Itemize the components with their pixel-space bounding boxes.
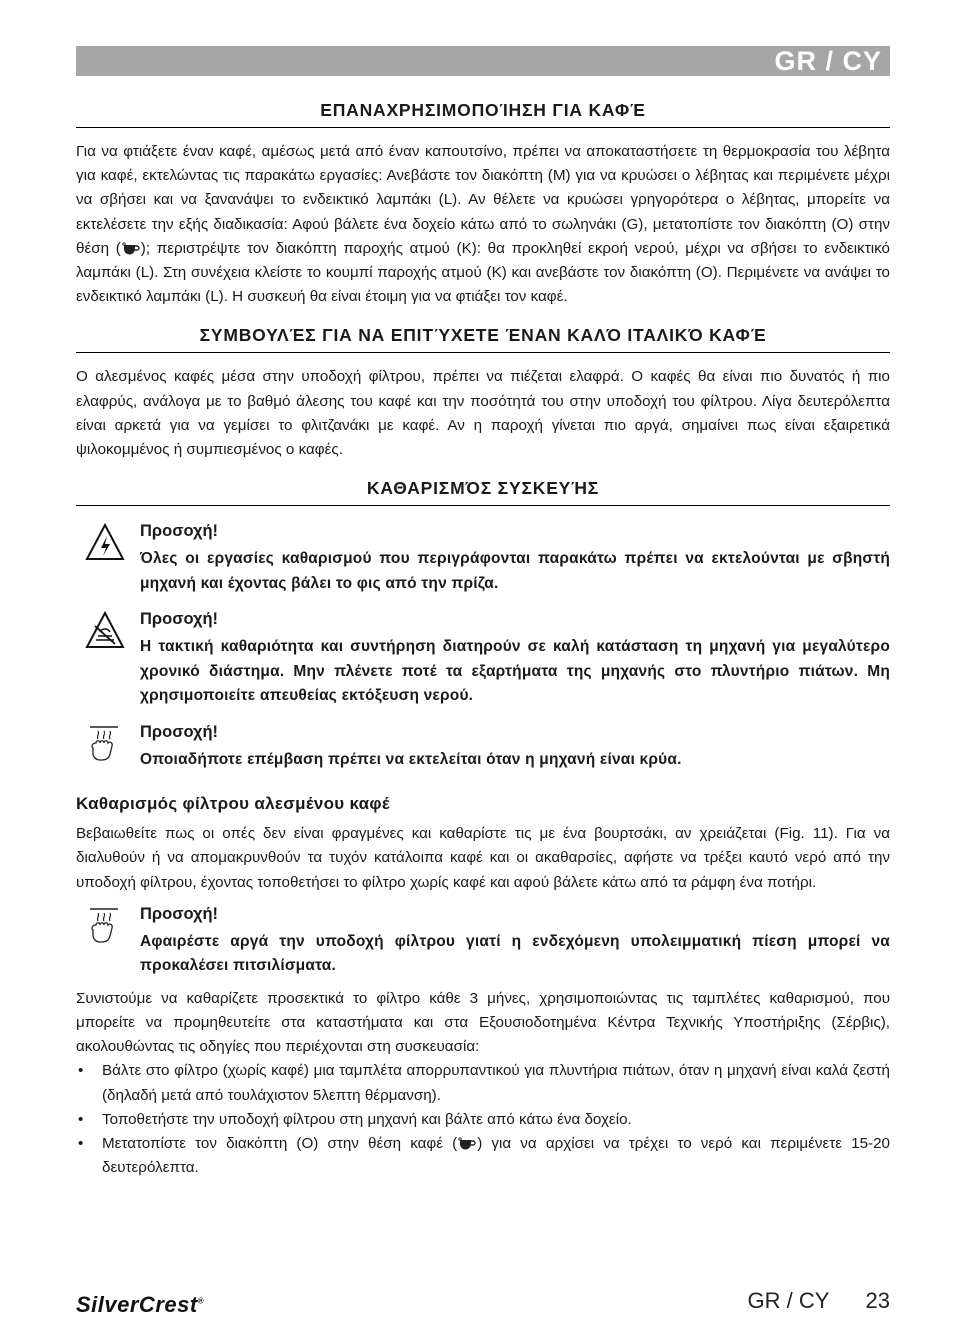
list-item <box>76 1059 890 1107</box>
instruction-list <box>76 1059 890 1180</box>
reuse-paragraph <box>76 140 890 309</box>
warning-title: Προσοχή! <box>140 904 219 923</box>
warning-block <box>76 608 890 709</box>
no-dishwasher-icon <box>84 610 126 650</box>
bullet-mark: • <box>78 1135 84 1153</box>
warning-block <box>76 721 890 773</box>
footer-page-info <box>747 1288 890 1314</box>
list-item-text: Βάλτε στο φίλτρο (χωρίς καφέ) μια ταμπλέτα απορρυπαντικού για πλυντήρια πιάτων, όταν η μηχανή είναι καλά ζεστή (δηλαδή μετά από τουλάχιστον 5λεπτη θέρμανση). <box>102 1062 890 1104</box>
page-number: 23 <box>865 1288 890 1313</box>
filter-paragraph-2: Συνιστούμε να καθαρίζετε προσεκτικά το φίλτρο κάθε 3 μήνες, χρησιμοποιώντας τις ταμπλέτες καθαρισμού, που μπορείτε να προμηθευτείτε στα καταστήματα και στα Εξουσιοδοτημένα Κέντρα Τεχνικής Υποστήριξης (Σέρβις), ακολουθώντας τις οδηγίες που περιέχονται στη συσκευασία: <box>76 989 890 1056</box>
brand-name: SilverCrest <box>76 1292 198 1317</box>
bullet-mark: • <box>78 1062 84 1080</box>
list-item-text: Μετατοπίστε τον διακόπτη (O) στην θέση καφέ ( <box>102 1135 458 1153</box>
filter-paragraph: Βεβαιωθείτε πως οι οπές δεν είναι φραγμένες και καθαρίστε τις με ένα βουρτσάκι, αν χρειάζεται (Fig. 11). Για να διαλυθούν ή να απομακρυνθούν τα τυχόν κατάλοιπα καφέ και οι ακαθαρσίες, αφήστε να τρέξει καυτό νερό από την υποδοχή φίλτρου, έχοντας τοποθετήσει το φίλτρο χωρίς καφέ και αφού βάλετε κάτω από τα ράμφη ένα ποτήρι. <box>76 825 890 891</box>
hot-surface-icon <box>84 723 126 763</box>
footer-language-code: GR / CY <box>747 1288 830 1313</box>
section-title-reuse: ΕΠΑΝΑΧΡΗΣΙΜΟΠΟΊΗΣΗ ΓΙΑ ΚΑΦΈ <box>76 100 890 128</box>
warning-title: Προσοχή! <box>140 522 219 541</box>
subsection-title-filter: Καθαρισμός φίλτρου αλεσμένου καφέ <box>76 794 390 814</box>
registered-mark: ® <box>197 1296 205 1306</box>
electric-hazard-icon <box>84 522 126 562</box>
reuse-text-a: Για να φτιάξετε έναν καφέ, αμέσως μετά από έναν καπουτσίνο, πρέπει να αποκαταστήσετε τη θερμοκρασία του λέβητα για καφέ, εκτελώντας τις παρακάτω εργασίες: Ανεβάστε τον διακόπτη (M) για να κρυώσει ο λέβητας και περιμένετε μέχρι να σβήσει και να ξανανάψει το ενδεικτικό λαμπάκι (L). Αν θέλετε να κρυώσει γρηγορότερα ο λέβητας, μπορείτε να εκτελέσετε την εξής διαδικασία: Αφού βάλετε ένα δοχείο κάτω από το σωληνάκι (G), μετατοπίστε τον διακόπτη (O) στην θέση ( <box>76 143 890 257</box>
list-item-text: Τοποθετήστε την υποδοχή φίλτρου στη μηχανή και βάλτε από κάτω ένα δοχείο. <box>102 1110 632 1128</box>
list-item-text-b: ) για να αρχίσει να τρέχει το νερό και περιμένετε 15-20 δευτερόλεπτα. <box>102 1135 890 1177</box>
warning-text: Η τακτική καθαριότητα και συντήρηση διατηρούν σε καλή κατάσταση τη μηχανή για μεγαλύτερο χρονικό διάστημα. Μην πλένετε ποτέ τα εξαρτήματα της μηχανής στο πλυντήριο πιάτων. Μη χρησιμοποιείτε απευθείας εκτόξευση νερού. <box>140 638 890 705</box>
warning-text: Αφαιρέστε αργά την υποδοχή φίλτρου γιατί η ενδεχόμενη υπολειμματική πίεση μπορεί να προκαλέσει πιτσιλίσματα. <box>140 932 890 975</box>
coffee-cup-icon <box>457 1137 477 1151</box>
section-title-cleaning: ΚΑΘΑΡΙΣΜΌΣ ΣΥΣΚΕΥΉΣ <box>76 478 890 506</box>
brand-logo <box>76 1292 204 1318</box>
section-title-tips: ΣΥΜΒΟΥΛΈΣ ΓΙΑ ΝΑ ΕΠΙΤΎΧΕΤΕ ΈΝΑΝ ΚΑΛΌ ΙΤΑΛΙΚΌ ΚΑΦΈ <box>76 325 890 353</box>
warning-title: Προσοχή! <box>140 610 219 629</box>
hot-surface-icon <box>84 905 126 945</box>
header-bar <box>76 46 890 76</box>
list-item <box>76 1132 890 1180</box>
warning-block <box>76 903 890 979</box>
coffee-cup-icon <box>121 242 141 256</box>
warning-text: Οποιαδήποτε επέμβαση πρέπει να εκτελείται όταν η μηχανή είναι κρύα. <box>140 750 682 768</box>
warning-text: Όλες οι εργασίες καθαρισμού που περιγράφονται παρακάτω πρέπει να εκτελούνται με σβηστή μηχανή και έχοντας βάλει το φις από την πρίζα. <box>140 550 890 592</box>
bullet-mark: • <box>78 1110 84 1128</box>
tips-paragraph: Ο αλεσμένος καφές μέσα στην υποδοχή φίλτρου, πρέπει να πιέζεται ελαφρά. Ο καφές θα είναι πιο δυνατός ή πιο ελαφρύς, ανάλογα με το βαθμό άλεσης του καφέ και την ποσότητά του στην υποδοχή του φίλτρου. Λίγα δευτερόλεπτα είναι αρκετά για να γεμίσει το φλιτζανάκι με καφέ. Αν η παροχή γίνεται πιο αργά, σημαίνει πως είναι εξαιρετικά ψιλοκομμένος ή συμπιεσμένος ο καφές. <box>76 368 890 459</box>
warning-block <box>76 520 890 596</box>
page-content <box>76 100 890 1180</box>
list-item <box>76 1108 890 1132</box>
reuse-text-b: ); περιστρέψτε τον διακόπτη παροχής ατμού (K): θα προκληθεί εκροή νερού, μέχρι να σβήσει το ενδεικτικό λαμπάκι (L). Στη συνέχεια κλείστε το κουμπί παροχής ατμού (K) και ανεβάστε τον διακόπτη (O). Περιμένετε να ανάψει το ενδεικτικό λαμπάκι (L). Η συσκευή θα είναι έτοιμη για να φτιάξει τον καφέ. <box>76 239 890 306</box>
language-code: GR / CY <box>774 46 882 76</box>
warning-title: Προσοχή! <box>140 722 219 741</box>
